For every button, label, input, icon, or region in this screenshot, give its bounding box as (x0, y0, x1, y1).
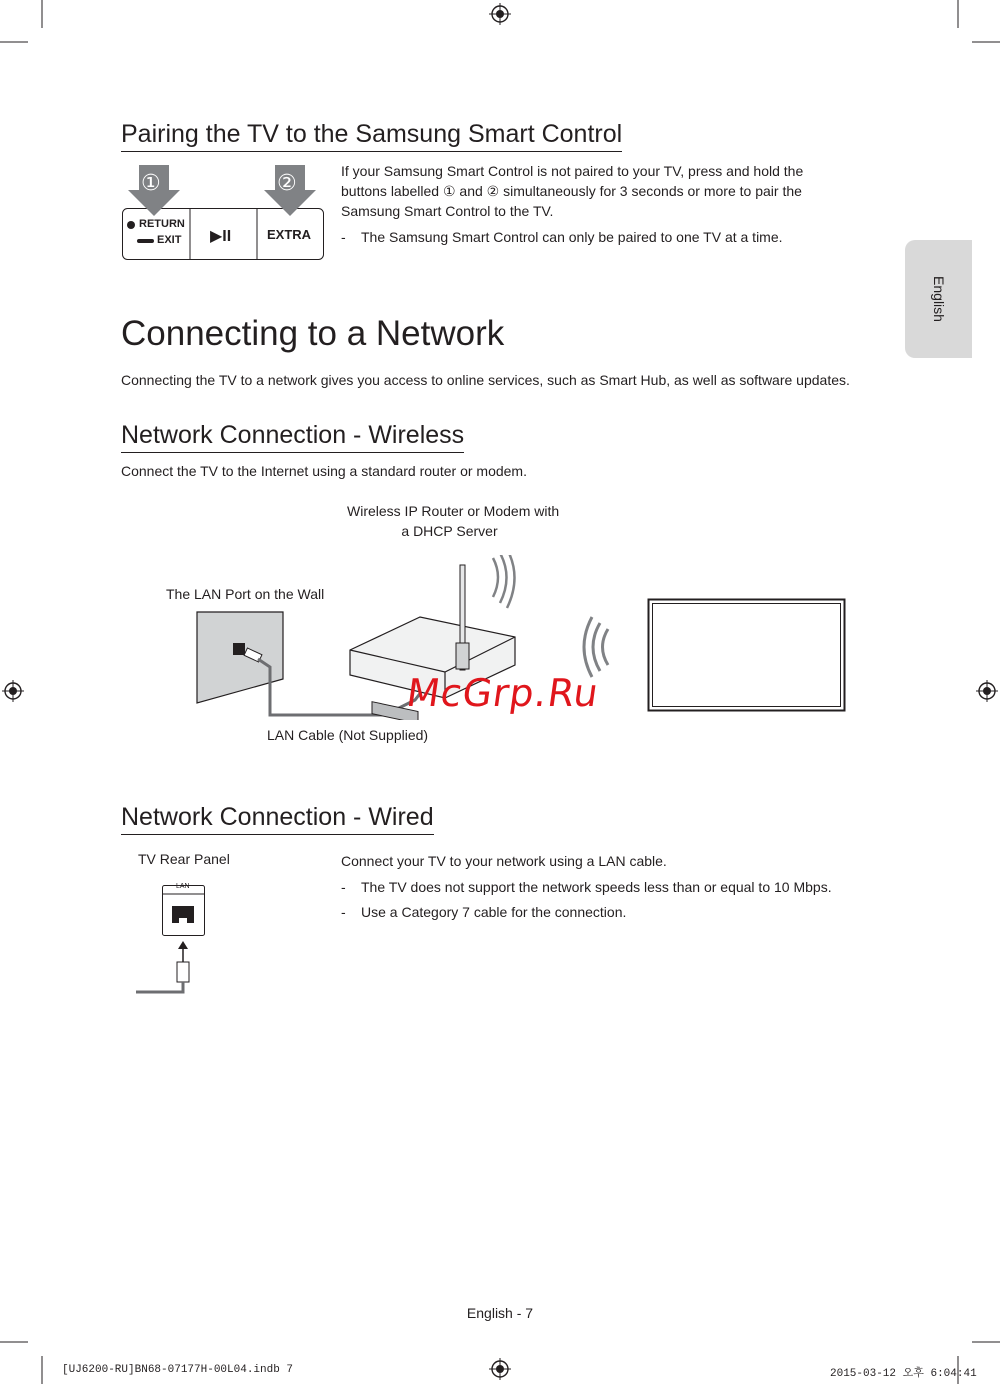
registration-mark-left (2, 680, 24, 702)
footer-timestamp: 2015-03-12 오후 6:04:41 (830, 1368, 977, 1380)
arrow-up-icon (178, 941, 188, 949)
wall-port-label: The LAN Port on the Wall (166, 586, 325, 602)
footer-file-info: [UJ6200-RU]BN68-07177H-00L04.indb 7 (62, 1364, 294, 1376)
wireless-heading: Network Connection - Wireless (121, 421, 464, 453)
network-intro: Connecting the TV to a network gives you access to online services, such as Smart Hub, as well as software updates. (121, 372, 850, 388)
wired-heading: Network Connection - Wired (121, 803, 434, 835)
tv-icon (649, 600, 845, 711)
tv-rear-panel-label: TV Rear Panel (138, 851, 230, 867)
remote-buttons-illustration (122, 160, 326, 262)
watermark: McGrp.Ru (403, 671, 602, 715)
exit-button-label: EXIT (157, 234, 182, 246)
language-tab (905, 240, 972, 358)
router-label-line1: Wireless IP Router or Modem with (347, 503, 560, 519)
play-pause-icon: ▶II (210, 228, 232, 245)
wired-note-1-text: The TV does not support the network speeds less than or equal to 10 Mbps. (361, 879, 832, 895)
callout-1-icon: ① (141, 170, 161, 195)
registration-mark-top (489, 3, 511, 25)
extra-button-label: EXTRA (267, 227, 312, 242)
wired-note-2-text: Use a Category 7 cable for the connection. (361, 904, 627, 920)
return-button-label: RETURN (139, 218, 185, 230)
page-number: English - 7 (466, 1305, 534, 1321)
registration-mark-bottom (489, 1358, 511, 1380)
callout-2-icon: ② (277, 170, 297, 195)
pairing-note: - The Samsung Smart Control can only be paired to one TV at a time. (341, 229, 783, 245)
registration-mark-right (976, 680, 998, 702)
pairing-heading: Pairing the TV to the Samsung Smart Control (121, 120, 622, 152)
network-title: Connecting to a Network (121, 314, 505, 353)
wired-diagram (134, 882, 214, 997)
language-tab-label: English (930, 276, 947, 322)
wired-intro: Connect your TV to your network using a LAN cable. (341, 853, 667, 869)
lan-plug (177, 962, 189, 982)
wireless-intro: Connect the TV to the Internet using a standard router or modem. (121, 463, 527, 479)
wall-lan-port (233, 643, 245, 655)
tv-signal-icon (584, 617, 608, 677)
pairing-body: If your Samsung Smart Control is not paired to your TV, press and hold the buttons labelled ① and ② simultaneously for 3 seconds or more to pair the Samsung Smart Control to the TV. (341, 163, 804, 219)
wired-note-1: - The TV does not support the network speeds less than or equal to 10 Mbps. (341, 879, 832, 895)
router-label-line2: a DHCP Server (401, 523, 498, 539)
pairing-note-text: The Samsung Smart Control can only be paired to one TV at a time. (361, 229, 783, 245)
wired-note-2: - Use a Category 7 cable for the connection. (341, 904, 627, 920)
router-signal-icon (493, 555, 515, 608)
lan-port-text: LAN (176, 883, 190, 890)
lan-cable-label: LAN Cable (Not Supplied) (267, 727, 429, 743)
